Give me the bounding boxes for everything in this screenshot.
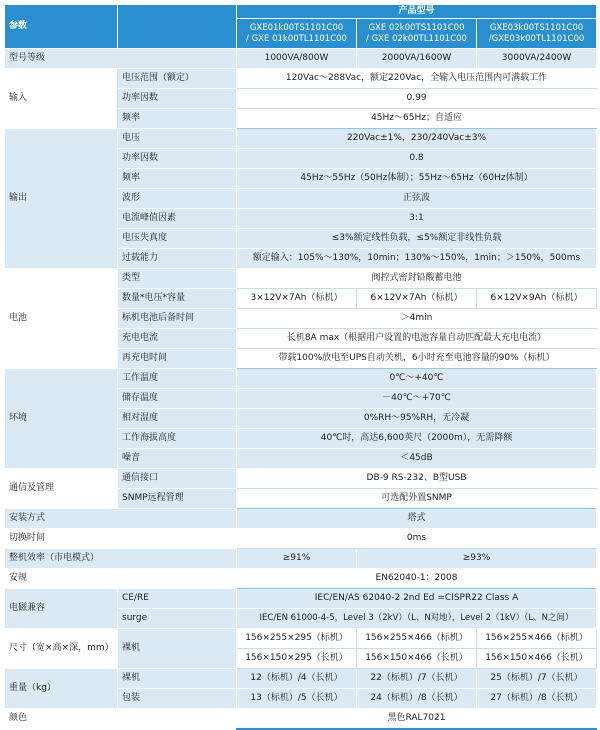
weight-bare-v3: 25（标机）/7（长机） — [477, 669, 597, 689]
model-1-line1: GXE01k00TS1101C00 — [249, 22, 344, 33]
color-label: 颜色 — [5, 709, 237, 729]
color-value: 黑色RAL7021 — [237, 709, 597, 729]
weight-packed-v3: 27（标机）/8（长机） — [477, 689, 597, 709]
switch-value: 0ms — [237, 529, 597, 549]
battery-qty-v1: 3×12V×7Ah（标机） — [237, 289, 357, 309]
install-value: 塔式 — [237, 509, 597, 529]
model-3 — [477, 19, 597, 49]
battery-qty-v2: 6×12V×7Ah（标机） — [357, 289, 477, 309]
model-1 — [237, 19, 357, 49]
efficiency-v1: ≥91% — [237, 549, 357, 569]
row-emc-ce — [5, 589, 597, 609]
env-category: 环境 — [5, 369, 118, 469]
model-3-line2: /GXE03k00TL1101C00 — [488, 33, 585, 44]
emc-surge-value: IEC/EN 61000-4-5，Level 3（2kV）（L、N对地），Level 2（1kV）（L、N之间） — [237, 609, 597, 629]
env-altitude-label: 工作海拔高度 — [118, 429, 237, 449]
safety-value: EN62040-1：2008 — [237, 569, 597, 589]
emc-ce-label: CE/RE — [118, 589, 237, 609]
battery-recharge-label: 再充电时间 — [118, 349, 237, 369]
comm-snmp-value: 可选配外置SNMP — [237, 489, 597, 509]
dim-r2-v2: 156×150×466（长机） — [357, 649, 477, 669]
emc-ce-value: IEC/EN/AS 62040-2 2nd Ed =CISPR22 Class A — [237, 589, 597, 609]
input-voltage-label: 电压范围（额定） — [118, 69, 237, 89]
battery-backup-value: ＞4min — [237, 309, 597, 329]
weight-packed-label: 包装 — [118, 689, 237, 709]
battery-type-label: 类型 — [118, 269, 237, 289]
output-category: 输出 — [5, 129, 118, 269]
spec-table-wrapper — [4, 4, 596, 730]
battery-category: 电池 — [5, 269, 118, 369]
dim-r1-v3: 156×255×466（标机） — [477, 629, 597, 649]
output-freq-label: 频率 — [118, 169, 237, 189]
row-input-voltage — [5, 69, 597, 89]
rating-v1: 1000VA/800W — [237, 49, 357, 69]
input-pf-label: 功率因数 — [118, 89, 237, 109]
input-pf-value: 0.99 — [237, 89, 597, 109]
env-st-temp-value: －40℃～+70℃ — [237, 389, 597, 409]
efficiency-v2: ≥93% — [357, 549, 597, 569]
output-waveform-label: 波形 — [118, 189, 237, 209]
row-color — [5, 709, 597, 729]
header-row-1 — [5, 5, 597, 19]
row-weight-bare — [5, 669, 597, 689]
env-humidity-value: 0%RH～95%RH，无冷凝 — [237, 409, 597, 429]
env-humidity-label: 相对湿度 — [118, 409, 237, 429]
output-overload-value: 额定输入：105%～130%，10min；130%～150%，1min；＞150%，500ms — [237, 249, 597, 269]
rating-v3: 3000VA/2400W — [477, 49, 597, 69]
dim-r2-v1: 156×150×295（长机） — [237, 649, 357, 669]
env-noise-value: ＜45dB — [237, 449, 597, 469]
battery-type-value: 阀控式密封铅酸蓄电池 — [237, 269, 597, 289]
output-thd-value: ≤3%额定线性负载，≤5%额定非线性负载 — [237, 229, 597, 249]
model-1-line2: / GXE 01k00TL1101C00 — [246, 33, 347, 44]
row-safety — [5, 569, 597, 589]
model-3-line1: GXE03k00TS1101C00 — [489, 22, 584, 33]
row-install — [5, 509, 597, 529]
output-thd-label: 电压失真度 — [118, 229, 237, 249]
emc-category: 电磁兼容 — [5, 589, 118, 629]
row-switch — [5, 529, 597, 549]
output-overload-label: 过载能力 — [118, 249, 237, 269]
output-freq-value: 45Hz～55Hz（50Hz体制）；55Hz～65Hz（60Hz体制） — [237, 169, 597, 189]
dim-r1-v2: 156×255×466（标机） — [357, 629, 477, 649]
install-label: 安装方式 — [5, 509, 237, 529]
input-freq-label: 频率 — [118, 109, 237, 129]
battery-charge-label: 充电电流 — [118, 329, 237, 349]
env-op-temp-value: 0℃～+40℃ — [237, 369, 597, 389]
weight-category: 重量（kg） — [5, 669, 118, 709]
emc-surge-label: surge — [118, 609, 237, 629]
output-pf-label: 功率因数 — [118, 149, 237, 169]
comm-category: 通信及管理 — [5, 469, 118, 509]
dim-r1-v1: 156×255×295（标机） — [237, 629, 357, 649]
row-rating — [5, 49, 597, 69]
row-env-op-temp — [5, 369, 597, 389]
model-2 — [357, 19, 477, 49]
input-category: 输入 — [5, 69, 118, 129]
rating-v2: 2000VA/1600W — [357, 49, 477, 69]
row-dim-1 — [5, 629, 597, 649]
dim-label: 裸机 — [118, 629, 237, 669]
output-voltage-value: 220Vac±1%，230/240Vac±3% — [237, 129, 597, 149]
output-crest-label: 电流峰值因素 — [118, 209, 237, 229]
output-waveform-value: 正弦波 — [237, 189, 597, 209]
input-voltage-value: 120Vac～288Vac，额定220Vac，全输入电压范围内可满载工作 — [237, 69, 597, 89]
output-crest-value: 3:1 — [237, 209, 597, 229]
header-spacer — [118, 5, 237, 49]
output-voltage-label: 电压 — [118, 129, 237, 149]
row-comm-interface — [5, 469, 597, 489]
env-altitude-value: 40℃时，高达6,600英尺（2000m），无需降额 — [237, 429, 597, 449]
safety-label: 安规 — [5, 569, 237, 589]
battery-charge-value: 长机8A max（根据用户设置的电池容量自动匹配最大充电电流） — [237, 329, 597, 349]
battery-recharge-value: 带载100%放电至UPS自动关机，6小时充至电池容量的90%（标机） — [237, 349, 597, 369]
env-op-temp-label: 工作温度 — [118, 369, 237, 389]
row-battery-type — [5, 269, 597, 289]
env-st-temp-label: 储存温度 — [118, 389, 237, 409]
dim-category: 尺寸（宽×高×深，mm） — [5, 629, 118, 669]
row-efficiency — [5, 549, 597, 569]
battery-qty-v3: 6×12V×9Ah（标机） — [477, 289, 597, 309]
weight-packed-v1: 13（标机）/5（长机） — [237, 689, 357, 709]
comm-interface-label: 通信接口 — [118, 469, 237, 489]
spec-table — [4, 4, 597, 730]
switch-label: 切换时间 — [5, 529, 237, 549]
comm-interface-value: DB-9 RS-232、B型USB — [237, 469, 597, 489]
weight-bare-v1: 12（标机）/4（长机） — [237, 669, 357, 689]
model-2-line2: / GXE 02k00TL1101C00 — [366, 33, 467, 44]
weight-bare-v2: 22（标机）/7（长机） — [357, 669, 477, 689]
input-freq-value: 45Hz～65Hz；自适应 — [237, 109, 597, 129]
dim-r2-v3: 156×150×466（长机） — [477, 649, 597, 669]
model-2-line1: GXE 02k00TS1101C00 — [368, 22, 465, 33]
env-noise-label: 噪音 — [118, 449, 237, 469]
output-pf-value: 0.8 — [237, 149, 597, 169]
weight-bare-label: 裸机 — [118, 669, 237, 689]
battery-qty-label: 数量*电压*容量 — [118, 289, 237, 309]
battery-backup-label: 标机电池后备时间 — [118, 309, 237, 329]
weight-packed-v2: 24（标机）/8（长机） — [357, 689, 477, 709]
row-output-voltage — [5, 129, 597, 149]
efficiency-label: 整机效率（市电模式） — [5, 549, 237, 569]
product-model-header: 产品型号 — [237, 5, 597, 19]
comm-snmp-label: SNMP远程管理 — [118, 489, 237, 509]
rating-label: 型号等级 — [5, 49, 237, 69]
param-header: 参数 — [5, 5, 118, 49]
